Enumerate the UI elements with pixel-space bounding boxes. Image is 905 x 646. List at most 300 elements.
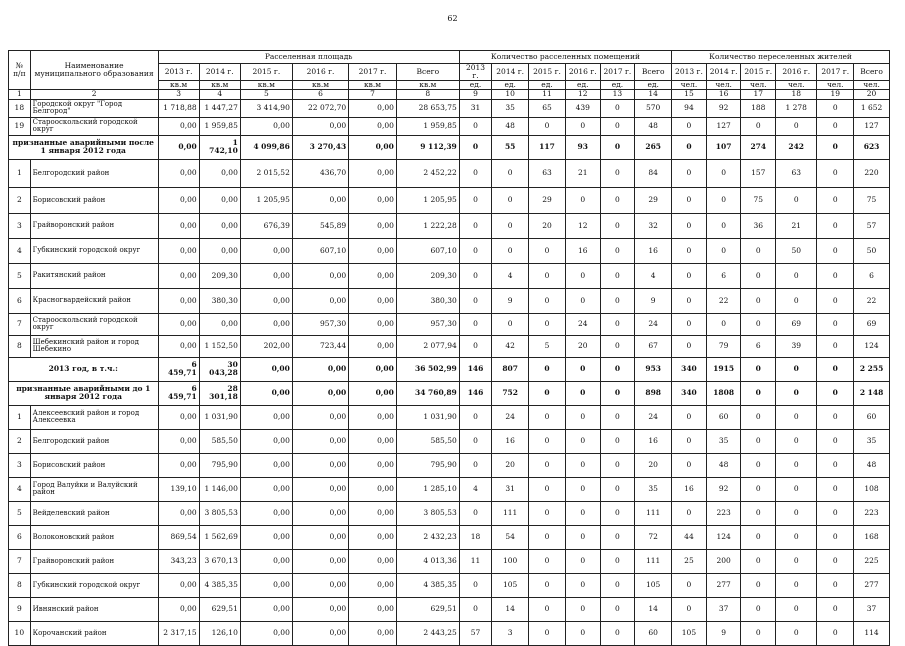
rooms-cell: 111 bbox=[635, 549, 672, 573]
people-cell: 0 bbox=[817, 135, 854, 159]
area-cell: 0,00 bbox=[349, 99, 397, 117]
column-index-cell: 13 bbox=[600, 89, 635, 99]
people-cell: 0 bbox=[672, 159, 707, 187]
people-cell: 0 bbox=[741, 381, 776, 405]
header-area-group: Расселенная площадь bbox=[158, 51, 459, 64]
people-cell: 220 bbox=[854, 159, 890, 187]
people-cell: 223 bbox=[854, 501, 890, 525]
area-cell: 436,70 bbox=[292, 159, 348, 187]
area-cell: 0,00 bbox=[240, 263, 292, 288]
rooms-cell: 0 bbox=[600, 621, 635, 645]
rooms-cell: 0 bbox=[600, 187, 635, 213]
people-cell: 1915 bbox=[706, 357, 741, 381]
rooms-cell: 111 bbox=[492, 501, 529, 525]
people-cell: 0 bbox=[817, 99, 854, 117]
area-cell: 0,00 bbox=[349, 621, 397, 645]
table-row bbox=[9, 573, 890, 597]
rooms-cell: 20 bbox=[529, 213, 566, 238]
unit-header: кв.м bbox=[396, 80, 459, 89]
column-index-cell: 19 bbox=[817, 89, 854, 99]
people-cell: 60 bbox=[706, 405, 741, 429]
rooms-cell: 67 bbox=[635, 335, 672, 357]
rooms-cell: 0 bbox=[459, 405, 492, 429]
people-cell: 0 bbox=[706, 313, 741, 335]
area-cell: 126,10 bbox=[199, 621, 240, 645]
municipality-name: Белгородский район bbox=[30, 429, 158, 453]
rooms-cell: 0 bbox=[459, 135, 492, 159]
people-cell: 114 bbox=[854, 621, 890, 645]
table-row bbox=[9, 405, 890, 429]
people-cell: 225 bbox=[854, 549, 890, 573]
people-cell: 0 bbox=[672, 405, 707, 429]
unit-header: чел. bbox=[817, 80, 854, 89]
rooms-cell: 16 bbox=[635, 429, 672, 453]
area-cell: 0,00 bbox=[349, 187, 397, 213]
people-cell: 200 bbox=[706, 549, 741, 573]
people-cell: 94 bbox=[672, 99, 707, 117]
rooms-cell: 0 bbox=[600, 477, 635, 501]
row-number: 5 bbox=[9, 501, 31, 525]
area-cell: 0,00 bbox=[349, 597, 397, 621]
year-header: 2016 г. bbox=[565, 64, 600, 81]
people-cell: 0 bbox=[672, 288, 707, 313]
people-cell: 0 bbox=[776, 381, 817, 405]
unit-header: кв.м bbox=[158, 80, 199, 89]
area-cell: 0,00 bbox=[349, 573, 397, 597]
area-cell: 0,00 bbox=[240, 597, 292, 621]
people-cell: 63 bbox=[776, 159, 817, 187]
people-cell: 0 bbox=[672, 135, 707, 159]
unit-header: ед. bbox=[459, 80, 492, 89]
area-cell: 0,00 bbox=[240, 238, 292, 263]
row-number: 3 bbox=[9, 453, 31, 477]
area-cell: 0,00 bbox=[349, 525, 397, 549]
total-header: Всего bbox=[396, 64, 459, 81]
municipality-name: Губкинский городской округ bbox=[30, 238, 158, 263]
area-cell: 723,44 bbox=[292, 335, 348, 357]
rooms-cell: 898 bbox=[635, 381, 672, 405]
people-cell: 0 bbox=[672, 238, 707, 263]
people-cell: 0 bbox=[741, 429, 776, 453]
people-cell: 0 bbox=[817, 525, 854, 549]
column-index-cell: 12 bbox=[565, 89, 600, 99]
rooms-cell: 0 bbox=[565, 429, 600, 453]
municipality-name: Грайворонский район bbox=[30, 213, 158, 238]
people-cell: 48 bbox=[854, 453, 890, 477]
people-cell: 188 bbox=[741, 99, 776, 117]
row-number: 1 bbox=[9, 405, 31, 429]
people-cell: 0 bbox=[817, 117, 854, 135]
column-index-cell: 5 bbox=[240, 89, 292, 99]
area-cell: 0,00 bbox=[199, 213, 240, 238]
area-cell: 0,00 bbox=[158, 159, 199, 187]
rooms-cell: 84 bbox=[635, 159, 672, 187]
area-cell: 2 452,22 bbox=[396, 159, 459, 187]
area-cell: 0,00 bbox=[240, 525, 292, 549]
rooms-cell: 29 bbox=[635, 187, 672, 213]
rooms-cell: 0 bbox=[565, 357, 600, 381]
rooms-cell: 0 bbox=[529, 288, 566, 313]
area-cell: 957,30 bbox=[292, 313, 348, 335]
area-cell: 0,00 bbox=[349, 381, 397, 405]
area-cell: 607,10 bbox=[396, 238, 459, 263]
people-cell: 0 bbox=[706, 187, 741, 213]
area-cell: 1 222,28 bbox=[396, 213, 459, 238]
people-cell: 124 bbox=[854, 335, 890, 357]
people-cell: 0 bbox=[672, 335, 707, 357]
people-cell: 0 bbox=[741, 549, 776, 573]
row-number: 8 bbox=[9, 573, 31, 597]
rooms-cell: 20 bbox=[635, 453, 672, 477]
area-cell: 2 443,25 bbox=[396, 621, 459, 645]
table-row bbox=[9, 313, 890, 335]
table-row bbox=[9, 335, 890, 357]
rooms-cell: 0 bbox=[565, 477, 600, 501]
unit-header: чел. bbox=[854, 80, 890, 89]
unit-header: ед. bbox=[529, 80, 566, 89]
table-row bbox=[9, 99, 890, 117]
table-row bbox=[9, 381, 890, 405]
rooms-cell: 31 bbox=[459, 99, 492, 117]
area-cell: 0,00 bbox=[240, 357, 292, 381]
unit-header: кв.м bbox=[349, 80, 397, 89]
area-cell: 0,00 bbox=[292, 597, 348, 621]
column-index-cell: 1 bbox=[9, 89, 31, 99]
column-index-cell: 7 bbox=[349, 89, 397, 99]
rooms-cell: 570 bbox=[635, 99, 672, 117]
people-cell: 6 bbox=[854, 263, 890, 288]
rooms-cell: 0 bbox=[565, 381, 600, 405]
area-cell: 0,00 bbox=[349, 453, 397, 477]
rooms-cell: 0 bbox=[600, 159, 635, 187]
people-cell: 50 bbox=[776, 238, 817, 263]
area-cell: 1 718,88 bbox=[158, 99, 199, 117]
people-cell: 0 bbox=[776, 117, 817, 135]
area-cell: 2 432,23 bbox=[396, 525, 459, 549]
area-cell: 3 805,53 bbox=[199, 501, 240, 525]
table-row bbox=[9, 597, 890, 621]
row-number: 4 bbox=[9, 477, 31, 501]
area-cell: 0,00 bbox=[240, 313, 292, 335]
column-index-cell: 11 bbox=[529, 89, 566, 99]
people-cell: 75 bbox=[741, 187, 776, 213]
area-cell: 1 205,95 bbox=[240, 187, 292, 213]
area-cell: 0,00 bbox=[240, 453, 292, 477]
area-cell: 30 043,28 bbox=[199, 357, 240, 381]
municipality-name: Шебекинский район и город Шебекино bbox=[30, 335, 158, 357]
people-cell: 157 bbox=[741, 159, 776, 187]
rooms-cell: 105 bbox=[492, 573, 529, 597]
area-cell: 2 317,15 bbox=[158, 621, 199, 645]
rooms-cell: 24 bbox=[635, 313, 672, 335]
unit-header: кв.м bbox=[199, 80, 240, 89]
rooms-cell: 0 bbox=[600, 549, 635, 573]
rooms-cell: 0 bbox=[459, 159, 492, 187]
municipality-name: Корочанский район bbox=[30, 621, 158, 645]
rooms-cell: 0 bbox=[459, 573, 492, 597]
people-cell: 21 bbox=[776, 213, 817, 238]
area-cell: 34 760,89 bbox=[396, 381, 459, 405]
people-cell: 9 bbox=[706, 621, 741, 645]
area-cell: 3 670,13 bbox=[199, 549, 240, 573]
rooms-cell: 14 bbox=[492, 597, 529, 621]
people-cell: 79 bbox=[706, 335, 741, 357]
row-number: 9 bbox=[9, 597, 31, 621]
column-index-cell: 2 bbox=[30, 89, 158, 99]
rooms-cell: 0 bbox=[600, 263, 635, 288]
area-cell: 1 031,90 bbox=[396, 405, 459, 429]
people-cell: 0 bbox=[817, 213, 854, 238]
rooms-cell: 0 bbox=[600, 453, 635, 477]
area-cell: 0,00 bbox=[158, 263, 199, 288]
rooms-cell: 60 bbox=[635, 621, 672, 645]
rooms-cell: 54 bbox=[492, 525, 529, 549]
row-number: 18 bbox=[9, 99, 31, 117]
year-header: 2013 г. bbox=[459, 64, 492, 81]
people-cell: 39 bbox=[776, 335, 817, 357]
municipality-name: Вейделевский район bbox=[30, 501, 158, 525]
people-cell: 0 bbox=[817, 238, 854, 263]
column-index-cell: 17 bbox=[741, 89, 776, 99]
year-header: 2014 г. bbox=[706, 64, 741, 81]
area-cell: 1 742,10 bbox=[199, 135, 240, 159]
area-cell: 0,00 bbox=[158, 405, 199, 429]
area-cell: 0,00 bbox=[349, 477, 397, 501]
rooms-cell: 439 bbox=[565, 99, 600, 117]
municipality-name: Волоконовский район bbox=[30, 525, 158, 549]
unit-header: чел. bbox=[741, 80, 776, 89]
year-header: 2017 г. bbox=[600, 64, 635, 81]
area-cell: 0,00 bbox=[349, 405, 397, 429]
area-cell: 0,00 bbox=[158, 288, 199, 313]
rooms-cell: 0 bbox=[459, 288, 492, 313]
people-cell: 623 bbox=[854, 135, 890, 159]
area-cell: 0,00 bbox=[158, 213, 199, 238]
people-cell: 37 bbox=[854, 597, 890, 621]
people-cell: 277 bbox=[706, 573, 741, 597]
area-cell: 629,51 bbox=[199, 597, 240, 621]
area-cell: 585,50 bbox=[396, 429, 459, 453]
rooms-cell: 57 bbox=[459, 621, 492, 645]
column-index-cell: 20 bbox=[854, 89, 890, 99]
page-number: 62 bbox=[447, 14, 458, 23]
people-cell: 0 bbox=[776, 357, 817, 381]
people-cell: 223 bbox=[706, 501, 741, 525]
unit-header: чел. bbox=[706, 80, 741, 89]
unit-header: ед. bbox=[565, 80, 600, 89]
column-index-cell: 14 bbox=[635, 89, 672, 99]
area-cell: 0,00 bbox=[158, 429, 199, 453]
year-header: 2015 г. bbox=[741, 64, 776, 81]
rooms-cell: 0 bbox=[565, 263, 600, 288]
people-cell: 0 bbox=[672, 313, 707, 335]
section-label: признанные аварийными до 1 января 2012 года bbox=[9, 381, 159, 405]
rooms-cell: 0 bbox=[565, 405, 600, 429]
people-cell: 0 bbox=[706, 159, 741, 187]
rooms-cell: 0 bbox=[529, 429, 566, 453]
area-cell: 0,00 bbox=[240, 573, 292, 597]
area-cell: 0,00 bbox=[292, 405, 348, 429]
year-header: 2016 г. bbox=[776, 64, 817, 81]
area-cell: 3 270,43 bbox=[292, 135, 348, 159]
people-cell: 0 bbox=[672, 213, 707, 238]
year-header: 2014 г. bbox=[199, 64, 240, 81]
rooms-cell: 0 bbox=[459, 429, 492, 453]
section-label: признанные аварийными после 1 января 2012 года bbox=[9, 135, 159, 159]
rooms-cell: 0 bbox=[565, 117, 600, 135]
people-cell: 0 bbox=[741, 263, 776, 288]
people-cell: 127 bbox=[706, 117, 741, 135]
column-index-cell: 3 bbox=[158, 89, 199, 99]
area-cell: 0,00 bbox=[158, 501, 199, 525]
area-cell: 0,00 bbox=[292, 621, 348, 645]
people-cell: 0 bbox=[776, 549, 817, 573]
area-cell: 0,00 bbox=[240, 621, 292, 645]
rooms-cell: 0 bbox=[600, 429, 635, 453]
area-cell: 4 099,86 bbox=[240, 135, 292, 159]
people-cell: 0 bbox=[817, 453, 854, 477]
table-row bbox=[9, 549, 890, 573]
section-label: 2013 год, в т.ч.: bbox=[9, 357, 159, 381]
unit-header: чел. bbox=[776, 80, 817, 89]
year-header: 2016 г. bbox=[292, 64, 348, 81]
area-cell: 0,00 bbox=[349, 313, 397, 335]
people-cell: 0 bbox=[776, 288, 817, 313]
area-cell: 36 502,99 bbox=[396, 357, 459, 381]
table-row bbox=[9, 477, 890, 501]
people-cell: 0 bbox=[741, 573, 776, 597]
people-cell: 1808 bbox=[706, 381, 741, 405]
area-cell: 1 285,10 bbox=[396, 477, 459, 501]
area-cell: 0,00 bbox=[349, 117, 397, 135]
unit-header: ед. bbox=[492, 80, 529, 89]
area-cell: 0,00 bbox=[349, 213, 397, 238]
area-cell: 0,00 bbox=[240, 549, 292, 573]
rooms-cell: 9 bbox=[635, 288, 672, 313]
rooms-cell: 0 bbox=[492, 238, 529, 263]
rooms-cell: 16 bbox=[565, 238, 600, 263]
rooms-cell: 0 bbox=[492, 187, 529, 213]
area-cell: 585,50 bbox=[199, 429, 240, 453]
people-cell: 0 bbox=[776, 263, 817, 288]
rooms-cell: 0 bbox=[529, 357, 566, 381]
rooms-cell: 20 bbox=[565, 335, 600, 357]
people-cell: 35 bbox=[854, 429, 890, 453]
area-cell: 0,00 bbox=[158, 573, 199, 597]
people-cell: 2 148 bbox=[854, 381, 890, 405]
area-cell: 795,90 bbox=[199, 453, 240, 477]
rooms-cell: 0 bbox=[492, 159, 529, 187]
table-row bbox=[9, 501, 890, 525]
rooms-cell: 752 bbox=[492, 381, 529, 405]
area-cell: 139,10 bbox=[158, 477, 199, 501]
rooms-cell: 0 bbox=[492, 213, 529, 238]
people-cell: 0 bbox=[817, 313, 854, 335]
rooms-cell: 5 bbox=[529, 335, 566, 357]
area-cell: 0,00 bbox=[240, 288, 292, 313]
area-cell: 1 959,85 bbox=[396, 117, 459, 135]
people-cell: 242 bbox=[776, 135, 817, 159]
people-cell: 0 bbox=[817, 405, 854, 429]
area-cell: 0,00 bbox=[158, 117, 199, 135]
rooms-cell: 4 bbox=[459, 477, 492, 501]
people-cell: 340 bbox=[672, 357, 707, 381]
people-cell: 0 bbox=[776, 525, 817, 549]
rooms-cell: 0 bbox=[529, 621, 566, 645]
row-number: 7 bbox=[9, 313, 31, 335]
row-number: 8 bbox=[9, 335, 31, 357]
table-row bbox=[9, 357, 890, 381]
rooms-cell: 55 bbox=[492, 135, 529, 159]
rooms-cell: 0 bbox=[529, 573, 566, 597]
people-cell: 48 bbox=[706, 453, 741, 477]
area-cell: 0,00 bbox=[240, 501, 292, 525]
area-cell: 0,00 bbox=[292, 117, 348, 135]
rooms-cell: 16 bbox=[492, 429, 529, 453]
people-cell: 0 bbox=[776, 477, 817, 501]
rooms-cell: 0 bbox=[529, 313, 566, 335]
rooms-cell: 93 bbox=[565, 135, 600, 159]
area-cell: 343,23 bbox=[158, 549, 199, 573]
row-number: 2 bbox=[9, 429, 31, 453]
rooms-cell: 21 bbox=[565, 159, 600, 187]
area-cell: 22 072,70 bbox=[292, 99, 348, 117]
rooms-cell: 16 bbox=[635, 238, 672, 263]
area-cell: 629,51 bbox=[396, 597, 459, 621]
rooms-cell: 0 bbox=[459, 597, 492, 621]
year-header: 2014 г. bbox=[492, 64, 529, 81]
area-cell: 676,39 bbox=[240, 213, 292, 238]
area-cell: 28 653,75 bbox=[396, 99, 459, 117]
resettlement-table bbox=[8, 50, 890, 646]
rooms-cell: 0 bbox=[600, 238, 635, 263]
rooms-cell: 0 bbox=[600, 597, 635, 621]
table-row bbox=[9, 238, 890, 263]
people-cell: 0 bbox=[741, 525, 776, 549]
people-cell: 0 bbox=[672, 263, 707, 288]
area-cell: 0,00 bbox=[240, 477, 292, 501]
area-cell: 869,54 bbox=[158, 525, 199, 549]
area-cell: 1 146,00 bbox=[199, 477, 240, 501]
rooms-cell: 63 bbox=[529, 159, 566, 187]
area-cell: 1 152,50 bbox=[199, 335, 240, 357]
area-cell: 0,00 bbox=[349, 357, 397, 381]
rooms-cell: 65 bbox=[529, 99, 566, 117]
municipality-name: Борисовский район bbox=[30, 453, 158, 477]
rooms-cell: 0 bbox=[529, 263, 566, 288]
rooms-cell: 20 bbox=[492, 453, 529, 477]
people-cell: 0 bbox=[672, 501, 707, 525]
people-cell: 0 bbox=[776, 187, 817, 213]
people-cell: 35 bbox=[706, 429, 741, 453]
municipality-name: Городской округ "Город Белгород" bbox=[30, 99, 158, 117]
rooms-cell: 0 bbox=[459, 213, 492, 238]
column-index-cell: 15 bbox=[672, 89, 707, 99]
unit-header: ед. bbox=[600, 80, 635, 89]
area-cell: 1 031,90 bbox=[199, 405, 240, 429]
people-cell: 92 bbox=[706, 99, 741, 117]
area-cell: 0,00 bbox=[292, 549, 348, 573]
people-cell: 0 bbox=[817, 381, 854, 405]
area-cell: 0,00 bbox=[240, 405, 292, 429]
table-body bbox=[9, 89, 890, 645]
rooms-cell: 72 bbox=[635, 525, 672, 549]
area-cell: 0,00 bbox=[292, 525, 348, 549]
people-cell: 0 bbox=[741, 288, 776, 313]
area-cell: 0,00 bbox=[199, 159, 240, 187]
row-number: 10 bbox=[9, 621, 31, 645]
area-cell: 28 301,18 bbox=[199, 381, 240, 405]
